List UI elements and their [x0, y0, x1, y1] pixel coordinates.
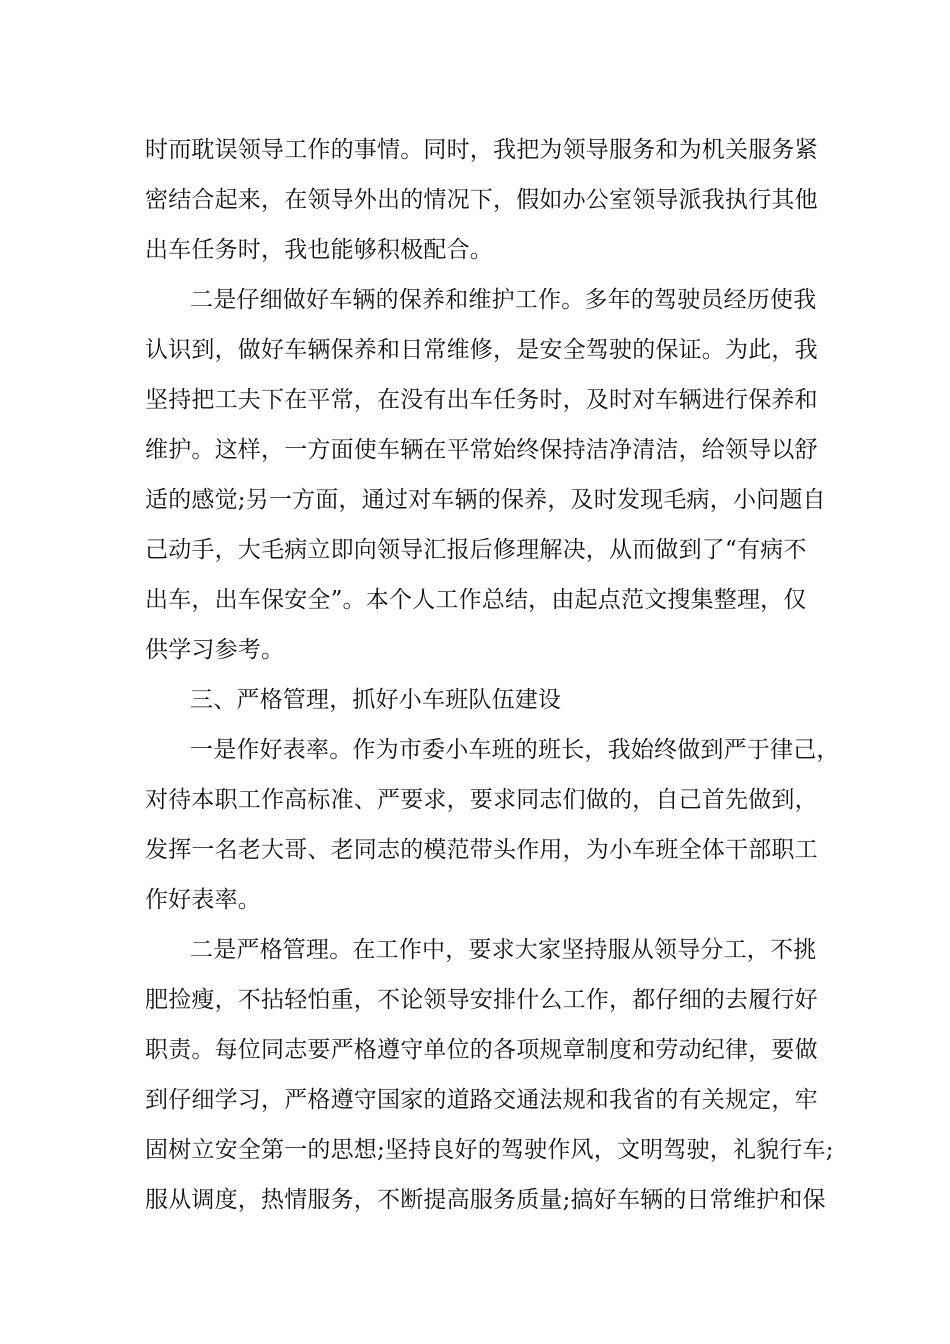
- text-line: 供学习参考。: [145, 637, 285, 663]
- paragraph-first-line: 一是作好表率。作为市委小车班的班长，我始终做到严于律己，: [190, 737, 840, 763]
- text-line: 出车任务时，我也能够积极配合。: [145, 237, 493, 263]
- text-line: 固树立安全第一的思想;坚持良好的驾驶作风，文明驾驶，礼貌行车;: [145, 1137, 834, 1163]
- paragraph-first-line: 二是仔细做好车辆的保养和维护工作。多年的驾驶员经历使我: [190, 287, 817, 313]
- text-line: 肥捡瘦，不拈轻怕重，不论领导安排什么工作，都仔细的去履行好: [145, 987, 818, 1013]
- text-line: 认识到，做好车辆保养和日常维修，是安全驾驶的保证。为此，我: [145, 337, 818, 363]
- text-line: 到仔细学习，严格遵守国家的道路交通法规和我省的有关规定，牢: [145, 1087, 818, 1113]
- paragraph-first-line: 二是严格管理。在工作中，要求大家坚持服从领导分工，不挑: [190, 937, 817, 963]
- section-heading: 三、严格管理，抓好小车班队伍建设: [190, 687, 562, 713]
- text-line: 作好表率。: [145, 887, 261, 913]
- text-line: 职责。每位同志要严格遵守单位的各项规章制度和劳动纪律，要做: [145, 1037, 818, 1063]
- text-line: 时而耽误领导工作的事情。同时，我把为领导服务和为机关服务紧: [145, 137, 818, 163]
- text-line: 发挥一名老大哥、老同志的模范带头作用，为小车班全体干部职工: [145, 837, 818, 863]
- text-line: 维护。这样，一方面使车辆在平常始终保持洁净清洁，给领导以舒: [145, 437, 818, 463]
- text-line: 密结合起来，在领导外出的情况下，假如办公室领导派我执行其他: [145, 187, 818, 213]
- text-line: 适的感觉;另一方面，通过对车辆的保养，及时发现毛病，小问题自: [145, 487, 826, 513]
- text-line: 对待本职工作高标准、严要求，要求同志们做的，自己首先做到，: [145, 787, 818, 813]
- text-line: 出车，出车保安全”。本个人工作总结，由起点范文搜集整理，仅: [145, 587, 807, 613]
- text-line: 服从调度，热情服务，不断提高服务质量;搞好车辆的日常维护和保: [145, 1187, 826, 1213]
- text-line: 坚持把工夫下在平常，在没有出车任务时，及时对车辆进行保养和: [145, 387, 818, 413]
- text-line: 己动手，大毛病立即向领导汇报后修理解决，从而做到了“有病不: [145, 537, 807, 563]
